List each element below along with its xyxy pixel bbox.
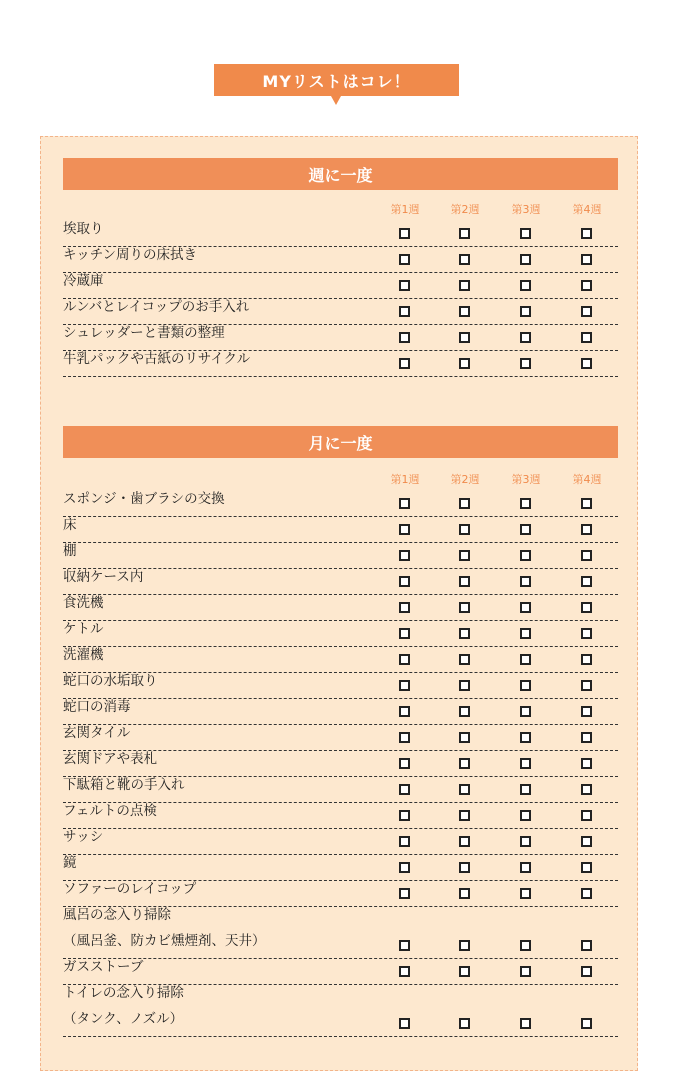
task-label	[63, 876, 196, 902]
task-row	[63, 491, 618, 517]
checkbox-week-3[interactable]	[520, 862, 531, 873]
checkbox-week-2[interactable]	[459, 940, 470, 951]
task-label-line: シュレッダーと書類の整理	[63, 325, 225, 341]
checkbox-week-3[interactable]	[520, 758, 531, 769]
task-label-line: ソファーのレイコップ	[63, 881, 197, 897]
checkbox-week-1[interactable]	[399, 966, 410, 977]
checkbox-week-4[interactable]	[581, 966, 592, 977]
task-row	[63, 621, 618, 647]
checkbox-week-1[interactable]	[399, 228, 410, 239]
checkbox-week-1[interactable]	[399, 524, 410, 535]
week-label: 第3週	[511, 473, 541, 486]
checkbox-week-2[interactable]	[459, 498, 470, 509]
weekly-week-labels	[41, 201, 639, 221]
checkbox-week-2[interactable]	[459, 862, 470, 873]
task-row	[63, 985, 618, 1037]
checkbox-week-2[interactable]	[459, 550, 470, 561]
checkbox-week-1[interactable]	[399, 940, 410, 951]
checkbox-week-1[interactable]	[399, 254, 410, 265]
checkbox-week-1[interactable]	[399, 654, 410, 665]
checkbox-week-1[interactable]	[399, 602, 410, 613]
task-row	[63, 595, 618, 621]
task-label-line: 玄関タイル	[63, 725, 131, 741]
checkbox-week-1[interactable]	[399, 306, 410, 317]
checkbox-week-1[interactable]	[399, 888, 410, 899]
task-label-line: ケトル	[63, 621, 104, 637]
task-label-line: トイレの念入り掃除	[63, 985, 184, 1001]
task-label-line: 洗濯機	[63, 647, 104, 663]
checkbox-week-2[interactable]	[459, 758, 470, 769]
checkbox-week-1[interactable]	[399, 628, 410, 639]
task-label	[63, 850, 77, 876]
checkbox-week-1[interactable]	[399, 358, 410, 369]
task-label-line: 牛乳パックや古紙のリサイクル	[63, 351, 251, 367]
checkbox-week-3[interactable]	[520, 254, 531, 265]
checkbox-week-3[interactable]	[520, 1018, 531, 1029]
checkbox-week-1[interactable]	[399, 784, 410, 795]
checkbox-week-1[interactable]	[399, 576, 410, 587]
list-title-text: MYリストはコレ！	[262, 71, 411, 91]
checkbox-week-3[interactable]	[520, 280, 531, 291]
checkbox-week-1[interactable]	[399, 280, 410, 291]
task-label-line: 冷蔵庫	[63, 273, 104, 289]
checkbox-week-4[interactable]	[581, 602, 592, 613]
task-label-line: 蛇口の水垢取り	[63, 673, 158, 689]
task-label	[63, 564, 143, 590]
checkbox-week-3[interactable]	[520, 228, 531, 239]
checkbox-week-3[interactable]	[520, 888, 531, 899]
task-label	[63, 798, 157, 824]
checkbox-week-1[interactable]	[399, 862, 410, 873]
checkbox-week-2[interactable]	[459, 524, 470, 535]
checkbox-week-1[interactable]	[399, 680, 410, 691]
task-row	[63, 699, 618, 725]
task-label	[63, 980, 184, 1032]
task-label	[63, 668, 158, 694]
task-label	[63, 720, 130, 746]
task-row	[63, 247, 618, 273]
task-label-line: ガスストーブ	[63, 959, 144, 975]
checkbox-week-2[interactable]	[459, 654, 470, 665]
checkbox-week-3[interactable]	[520, 810, 531, 821]
task-label	[63, 346, 250, 372]
checkbox-week-1[interactable]	[399, 836, 410, 847]
checkbox-week-2[interactable]	[459, 358, 470, 369]
checkbox-week-2[interactable]	[459, 1018, 470, 1029]
task-label-line: キッチン周りの床拭き	[63, 247, 198, 263]
task-row	[63, 569, 618, 595]
checkbox-week-4[interactable]	[581, 576, 592, 587]
list-title	[214, 64, 459, 96]
checkbox-week-3[interactable]	[520, 602, 531, 613]
task-label-line: 鏡	[63, 855, 77, 871]
monthly-section-header: 月に一度	[63, 426, 618, 458]
checkbox-week-1[interactable]	[399, 810, 410, 821]
task-label	[63, 772, 185, 798]
task-row	[63, 829, 618, 855]
task-row	[63, 673, 618, 699]
task-label	[63, 512, 77, 538]
task-label-line: スポンジ・歯ブラシの交換	[63, 491, 225, 507]
task-row	[63, 351, 618, 377]
task-label	[63, 242, 197, 268]
task-label	[63, 486, 225, 512]
checkbox-week-4[interactable]	[581, 280, 592, 291]
weekly-task-list	[63, 221, 618, 377]
task-label-line: 床	[63, 517, 77, 533]
week-label: 第4週	[572, 203, 602, 216]
checkbox-week-2[interactable]	[459, 810, 470, 821]
checkbox-week-3[interactable]	[520, 966, 531, 977]
task-label-line: 棚	[63, 543, 77, 559]
checkbox-week-4[interactable]	[581, 254, 592, 265]
task-label	[63, 694, 131, 720]
checkbox-week-4[interactable]	[581, 784, 592, 795]
checkbox-week-2[interactable]	[459, 280, 470, 291]
task-label	[63, 824, 103, 850]
checkbox-week-3[interactable]	[520, 628, 531, 639]
checkbox-week-4[interactable]	[581, 940, 592, 951]
week-label: 第3週	[511, 203, 541, 216]
task-row	[63, 907, 618, 959]
checkbox-week-4[interactable]	[581, 654, 592, 665]
task-row	[63, 517, 618, 543]
checkbox-week-4[interactable]	[581, 862, 592, 873]
checkbox-week-3[interactable]	[520, 680, 531, 691]
checkbox-week-4[interactable]	[581, 732, 592, 743]
checkbox-week-4[interactable]	[581, 810, 592, 821]
task-row	[63, 803, 618, 829]
task-label	[63, 538, 77, 564]
checkbox-week-1[interactable]	[399, 758, 410, 769]
checkbox-week-2[interactable]	[459, 732, 470, 743]
task-label	[63, 294, 249, 320]
checkbox-week-2[interactable]	[459, 602, 470, 613]
task-label	[63, 746, 157, 772]
checkbox-week-2[interactable]	[459, 888, 470, 899]
task-label	[63, 642, 104, 668]
checkbox-week-3[interactable]	[520, 358, 531, 369]
checkbox-week-1[interactable]	[399, 498, 410, 509]
week-label: 第2週	[450, 203, 480, 216]
week-label: 第1週	[390, 473, 420, 486]
task-label-line: 埃取り	[63, 221, 104, 237]
monthly-task-list	[63, 491, 618, 1037]
checkbox-week-4[interactable]	[581, 1018, 592, 1029]
checkbox-week-4[interactable]	[581, 888, 592, 899]
checkbox-week-2[interactable]	[459, 228, 470, 239]
week-label: 第4週	[572, 473, 602, 486]
week-label: 第1週	[390, 203, 420, 216]
checkbox-week-4[interactable]	[581, 228, 592, 239]
checkbox-week-4[interactable]	[581, 550, 592, 561]
task-label-line: サッシ	[63, 829, 104, 845]
checkbox-week-2[interactable]	[459, 706, 470, 717]
checkbox-week-2[interactable]	[459, 332, 470, 343]
checklist-panel	[40, 136, 638, 1071]
checkbox-week-4[interactable]	[581, 628, 592, 639]
task-label	[63, 616, 104, 642]
checkbox-week-4[interactable]	[581, 332, 592, 343]
checkbox-week-2[interactable]	[459, 576, 470, 587]
checkbox-week-2[interactable]	[459, 680, 470, 691]
checkbox-week-2[interactable]	[459, 836, 470, 847]
title-pointer-icon	[331, 96, 341, 105]
task-label-line: 食洗機	[63, 595, 104, 611]
week-label: 第2週	[450, 473, 480, 486]
checkbox-week-3[interactable]	[520, 784, 531, 795]
checkbox-week-1[interactable]	[399, 732, 410, 743]
weekly-section-header: 週に一度	[63, 158, 618, 190]
task-label	[63, 954, 143, 980]
task-label	[63, 268, 104, 294]
checkbox-week-3[interactable]	[520, 550, 531, 561]
checkbox-week-4[interactable]	[581, 358, 592, 369]
checkbox-week-3[interactable]	[520, 332, 531, 343]
checkbox-week-4[interactable]	[581, 680, 592, 691]
checkbox-week-4[interactable]	[581, 706, 592, 717]
checkbox-week-2[interactable]	[459, 784, 470, 795]
checkbox-week-3[interactable]	[520, 732, 531, 743]
task-label	[63, 216, 104, 242]
checkbox-week-3[interactable]	[520, 940, 531, 951]
checkbox-week-3[interactable]	[520, 576, 531, 587]
checkbox-week-4[interactable]	[581, 758, 592, 769]
checkbox-week-1[interactable]	[399, 1018, 410, 1029]
checkbox-week-2[interactable]	[459, 254, 470, 265]
task-label	[63, 590, 104, 616]
task-label-line: 玄関ドアや表札	[63, 751, 158, 767]
checkbox-week-3[interactable]	[520, 836, 531, 847]
task-label-line: フェルトの点検	[63, 803, 157, 819]
checkbox-week-2[interactable]	[459, 628, 470, 639]
checkbox-week-4[interactable]	[581, 524, 592, 535]
task-label	[63, 320, 225, 346]
checkbox-week-4[interactable]	[581, 498, 592, 509]
checkbox-week-1[interactable]	[399, 332, 410, 343]
task-label-line: 風呂の念入り掃除	[63, 907, 171, 923]
checkbox-week-1[interactable]	[399, 550, 410, 561]
checkbox-week-2[interactable]	[459, 306, 470, 317]
checkbox-week-1[interactable]	[399, 706, 410, 717]
task-label-line: 下駄箱と靴の手入れ	[63, 777, 185, 793]
checkbox-week-2[interactable]	[459, 966, 470, 977]
task-label-line: ルンバとレイコップのお手入れ	[63, 299, 250, 315]
task-label-line: （タンク、ノズル）	[63, 1011, 184, 1027]
task-label-line: （風呂釜、防カビ燻煙剤、天井）	[63, 933, 266, 949]
task-label	[63, 902, 266, 954]
checkbox-week-3[interactable]	[520, 706, 531, 717]
checkbox-week-4[interactable]	[581, 306, 592, 317]
checkbox-week-3[interactable]	[520, 498, 531, 509]
checkbox-week-3[interactable]	[520, 524, 531, 535]
checkbox-week-4[interactable]	[581, 836, 592, 847]
task-label-line: 収納ケース内	[63, 569, 144, 585]
task-row	[63, 543, 618, 569]
checkbox-week-3[interactable]	[520, 306, 531, 317]
checkbox-week-3[interactable]	[520, 654, 531, 665]
task-label-line: 蛇口の消毒	[63, 699, 131, 715]
